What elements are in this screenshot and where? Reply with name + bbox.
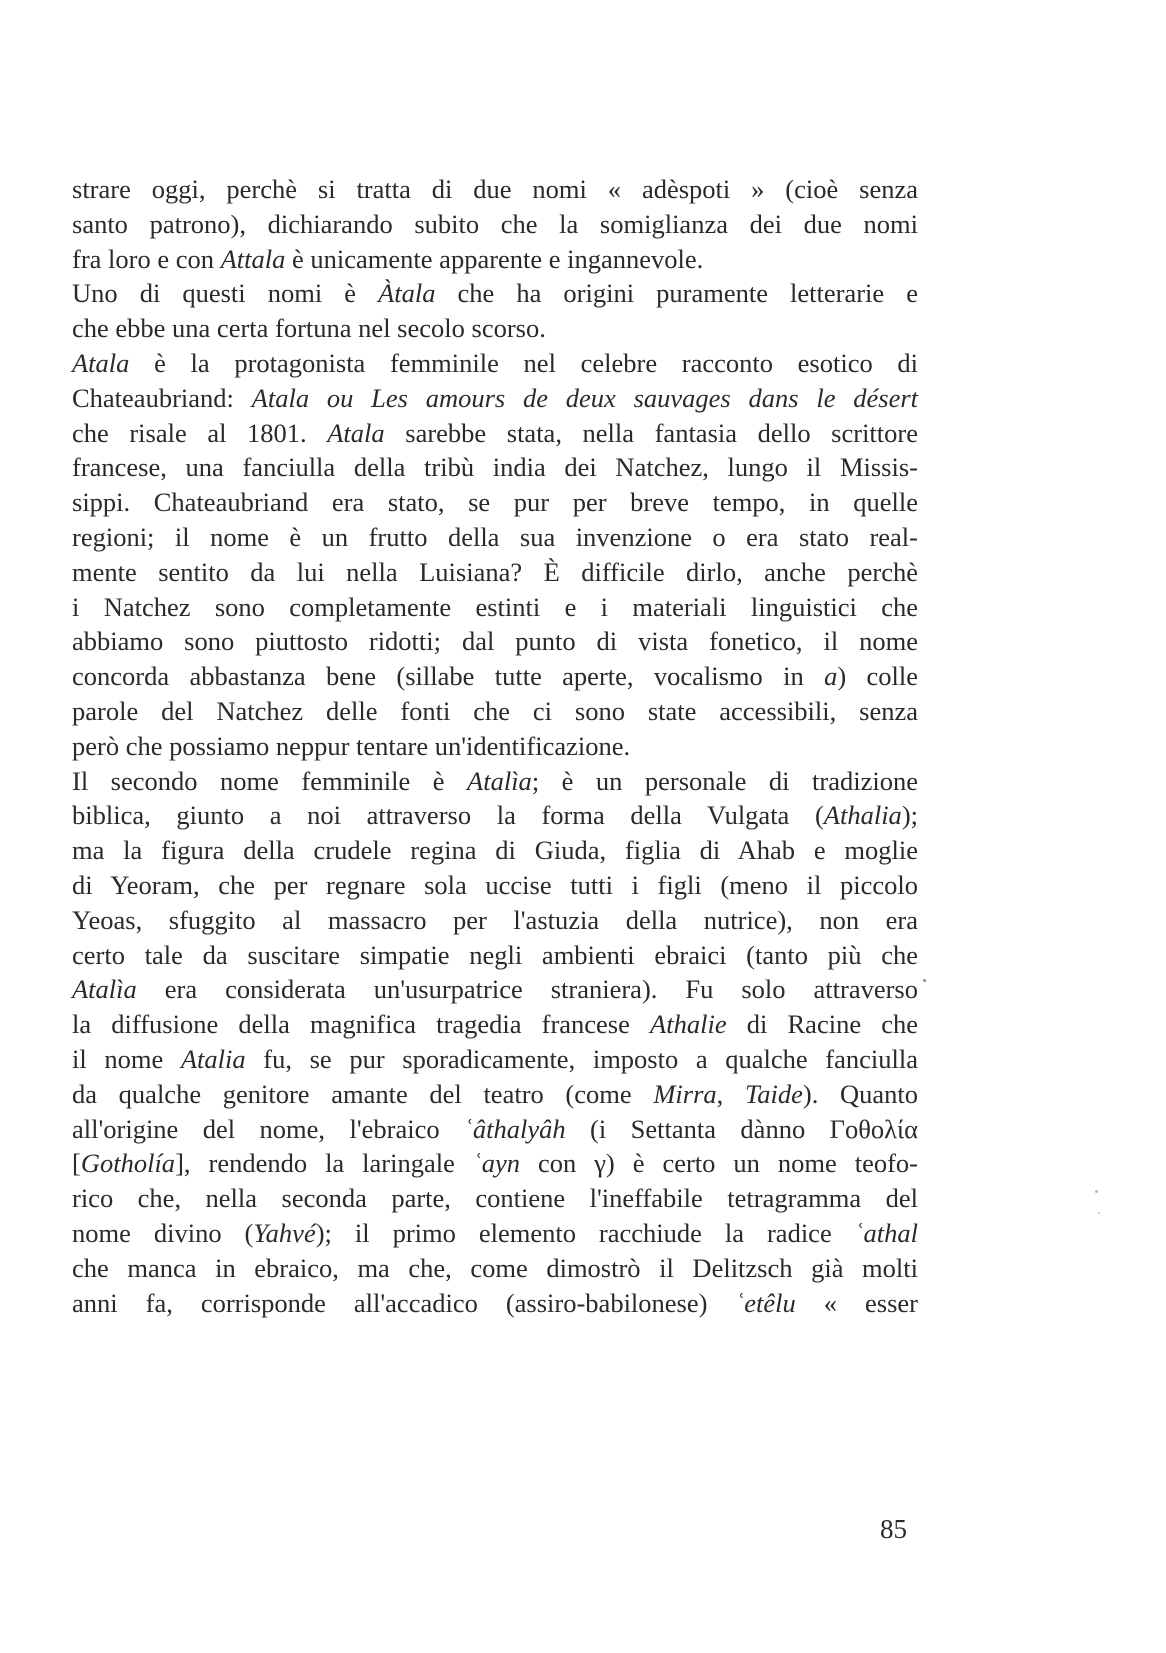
roman-text: regioni; il nome è un frutto della sua invenzione o era stato real- [72,521,918,552]
roman-text: ); il primo elemento racchiude la radice [315,1217,855,1248]
text-line [72,624,918,659]
italic-text: Atala [72,347,130,378]
ink-speck [1095,1190,1098,1193]
text-line [72,450,918,485]
roman-text: abbiamo sono piuttosto ridotti; dal punto di vista fonetico, il nome [72,626,918,657]
roman-text: strare oggi, perchè si tratta di due nomi « adèspoti » (cioè senza [72,174,918,204]
text-line [72,868,918,903]
text-line [72,1042,918,1077]
roman-text: parole del Natchez delle fonti che ci sono state accessibili, senza [72,695,918,726]
ink-speck [1098,1212,1100,1214]
text-line [72,729,918,764]
roman-text: con γ) è certo un nome teofo- [519,1148,919,1179]
roman-text: ). Quanto [802,1078,919,1109]
italic-text: ʿathal [854,1217,918,1248]
roman-text: [ [72,1148,81,1179]
roman-text: all'origine del nome, l'ebraico [72,1113,465,1144]
text-line [72,972,918,1007]
italic-text: Taide [744,1078,803,1109]
italic-text: Athalia [823,800,902,831]
roman-text: nome divino ( [72,1217,254,1248]
text-line [72,659,918,694]
text-line [72,903,918,938]
text-line [72,1007,918,1042]
roman-text: fra loro e con [72,243,221,274]
text-line [72,346,918,381]
text-line [72,276,918,311]
text-line [72,416,918,451]
text-line [72,833,918,868]
italic-text: ʿetêlu [735,1287,796,1318]
roman-text: « esser [795,1287,918,1318]
roman-text: fu, se pur sporadicamente, imposto a qualche fanciulla [245,1043,918,1074]
text-line [72,1077,918,1112]
text-line [72,172,918,207]
italic-text: a [824,661,838,692]
roman-text: ], rendendo la laringale [175,1148,473,1179]
italic-text: Athalie [650,1009,727,1040]
italic-text: Yahvé [253,1217,316,1248]
roman-text: che ebbe una certa fortuna nel secolo scorso. [72,313,546,344]
roman-text: ); [901,800,918,831]
roman-text: è unicamente apparente e ingannevole. [285,243,704,274]
text-line [72,590,918,625]
body-text [72,172,918,1320]
roman-text: francese, una fanciulla della tribù india dei Natchez, lungo il Missis- [72,452,918,483]
text-line [72,485,918,520]
italic-text: Àtala [378,278,436,309]
italic-text: Atalìa [72,974,137,1005]
roman-text: la diffusione della magnifica tragedia francese [72,1009,651,1040]
roman-text: Uno di questi nomi è [72,278,379,309]
text-line [72,555,918,590]
roman-text: biblica, giunto a noi attraverso la forma della Vulgata ( [72,800,824,831]
roman-text: (i Settanta dànno Γοθολία [565,1113,918,1144]
roman-text: ) colle [837,661,918,692]
text-line [72,381,918,416]
roman-text: che ha origini puramente letterarie e [435,278,918,309]
roman-text: da qualche genitore amante del teatro (come [72,1078,654,1109]
text-line [72,1112,918,1147]
roman-text: sarebbe stata, nella fantasia dello scrittore [384,417,918,448]
text-line [72,1181,918,1216]
roman-text: che risale al 1801. [72,417,328,448]
italic-text: Atala [327,417,385,448]
roman-text: certo tale da suscitare simpatie negli ambienti ebraici (tanto più che [72,939,918,970]
roman-text: di Racine che [726,1009,919,1040]
italic-text: Atalìa [467,765,532,796]
italic-text: Mirra [653,1078,717,1109]
italic-text: ʿayn [472,1148,520,1179]
text-line [72,1216,918,1251]
text-line [72,694,918,729]
text-line [72,1251,918,1286]
italic-text: Gotholía [80,1148,176,1179]
text-line [72,207,918,242]
roman-text: i Natchez sono completamente estinti e i materiali linguistici che [72,591,918,622]
roman-text: anni fa, corrisponde all'accadico (assiro-babilonese) [72,1287,736,1318]
roman-text: ; è un personale di tradizione [531,765,918,796]
roman-text: Chateaubriand: [72,382,252,413]
italic-text: ʿâthalyâh [464,1113,566,1144]
roman-text: il nome [72,1043,181,1074]
roman-text: , [716,1078,745,1109]
roman-text: Il secondo nome femminile è [72,765,468,796]
page-number: 85 [880,1514,907,1544]
roman-text: santo patrono), dichiarando subito che la somiglianza dei due nomi [72,208,918,239]
roman-text: mente sentito da lui nella Luisiana? È difficile dirlo, anche perchè [72,556,918,587]
roman-text: di Yeoram, che per regnare sola uccise tutti i figli (meno il piccolo [72,869,918,900]
text-line [72,520,918,555]
roman-text: concorda abbastanza bene (sillabe tutte aperte, vocalismo in [72,661,825,692]
text-line [72,1286,918,1321]
text-line [72,764,918,799]
italic-text: Atalia [180,1043,246,1074]
italic-text: Attala [220,243,286,274]
roman-text: ma la figura della crudele regina di Giuda, figlia di Ahab e moglie [72,835,918,866]
text-line [72,311,918,346]
roman-text: Yeoas, sfuggito al massacro per l'astuzia della nutrice), non era [72,904,918,935]
roman-text: sippi. Chateaubriand era stato, se pur per breve tempo, in quelle [72,487,918,518]
roman-text: che manca in ebraico, ma che, come dimostrò il Delitzsch già molti [72,1252,918,1283]
text-line [72,1146,918,1181]
text-line [72,798,918,833]
roman-text: era considerata un'usurpatrice straniera). Fu solo attraverso [136,974,918,1005]
text-line [72,242,918,277]
roman-text: rico che, nella seconda parte, contiene l'ineffabile tetragramma del [72,1183,918,1214]
text-line [72,938,918,973]
ink-speck [923,979,926,982]
italic-text: Atala ou Les amours de deux sauvages dans le désert [251,382,919,413]
roman-text: però che possiamo neppur tentare un'identificazione. [72,730,631,761]
roman-text: è la protagonista femminile nel celebre racconto esotico di [129,347,918,378]
